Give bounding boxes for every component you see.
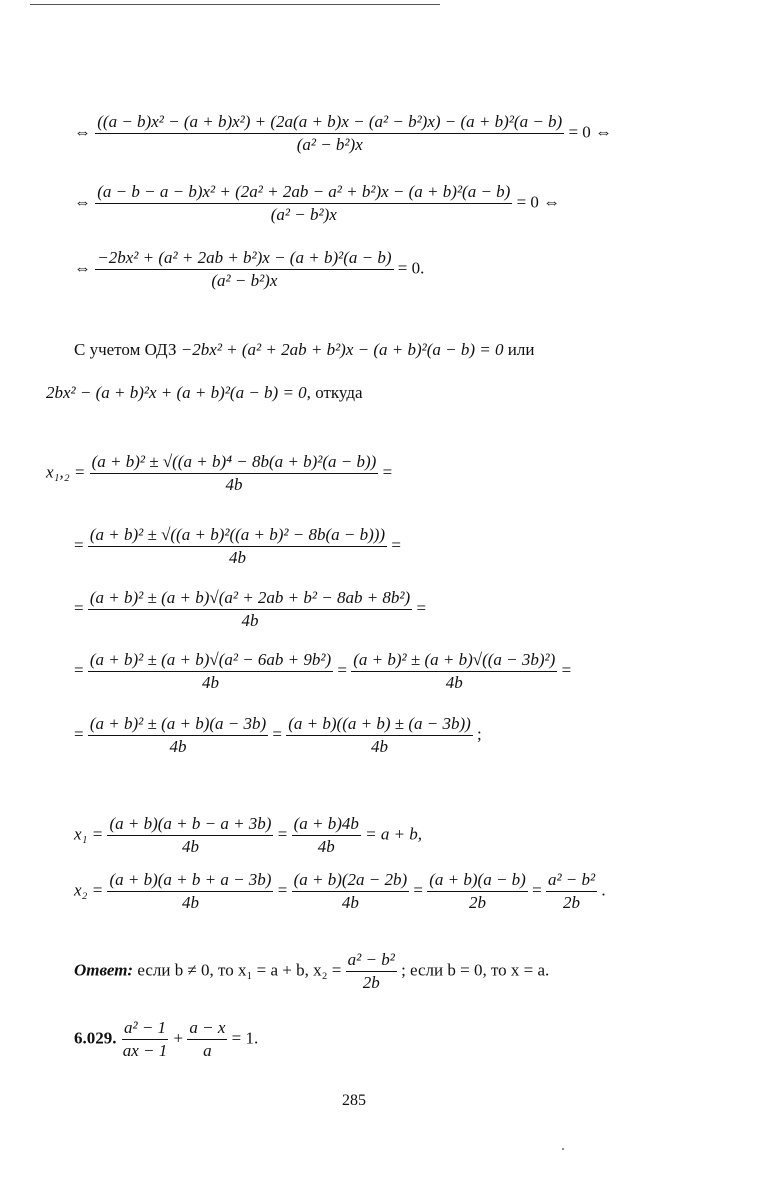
step-3-fraction: $\frac{\text{−2bx² + (a² + 2ab + b²)x − (a + b)²(a − b)}}{\text{(a² − b²)x}}$ [97,248,392,290]
x1-fraction-2: $\frac{(a + b)4b}{4b}$ [293,814,359,856]
roots-line-4: = $\frac{\text{(a + b)² ± (a + b)√(a² − 6ab + 9b²)}}{4b}$ = $\frac{\text{(a + b)² ± (a + b)√((a − 3b)²)}}{4b}$ = [74,650,572,692]
roots-fraction-4b: $\frac{\text{(a + b)² ± (a + b)√((a − 3b)²)}}{4b}$ [353,650,556,692]
step-2-fraction: $\frac{\text{(a − b − a − b)x² + (2a² + 2ab − a² + b²)x − (a + b)²(a − b)}}{\text{(a² − b²)x}}$ [97,182,511,224]
equation-step-3: ⇔ $\frac{\text{−2bx² + (a² + 2ab + b²)x − (a + b)²(a − b)}}{\text{(a² − b²)x}}$ = 0. [74,248,425,290]
roots-fraction-5b: $\frac{(a + b)((a + b) \pm (a - 3b))}{4b}$ [288,714,471,756]
problem-fraction-2: $\frac{a - x}{a}$ [189,1018,226,1060]
roots-line-3: = $\frac{\text{(a + b)² ± (a + b)√(a² + 2ab + b² − 8ab + 8b²)}}{4b}$ = [74,588,427,630]
quadratic-line: 2bx² − (a + b)²x + (a + b)²(a − b) = 0, откуда [46,383,363,402]
x2-fraction-4: $\frac{\text{a² − b²}}{2b}$ [547,870,596,912]
roots-fraction-2: $\frac{\text{(a + b)² ± √((a + b)²((a + b)² − 8b(a − b)))}}{4b}$ [89,525,386,567]
roots-line-1: x₁,₂ = $\frac{\text{(a + b)² ± √((a + b)⁴ − 8b(a + b)²(a − b))}}{4b}$ = [46,452,393,494]
problem-6-029: 6.029. $\frac{\text{a² − 1}}{ax - 1}$ + $\frac{a - x}{a}$ = 1. [74,1018,259,1060]
roots-fraction-1: $\frac{\text{(a + b)² ± √((a + b)⁴ − 8b(a + b)²(a − b))}}{4b}$ [91,452,377,494]
page-number: 285 [342,1092,366,1109]
x2-line: x₂ = $\frac{(a + b)(a + b + a - 3b)}{4b}$ = $\frac{(a + b)(2a - 2b)}{4b}$ = $\frac{(a + b)(a - b)}{2b}$ = $\frac{\text{a² − b²}}{2b}$ . [74,870,606,912]
problem-fraction-1: $\frac{\text{a² − 1}}{ax - 1}$ [122,1018,168,1060]
roots-line-2: = $\frac{\text{(a + b)² ± √((a + b)²((a + b)² − 8b(a − b)))}}{4b}$ = [74,525,401,567]
x2-fraction-2: $\frac{(a + b)(2a - 2b)}{4b}$ [293,870,408,912]
answer-fraction: $\frac{\text{a² − b²}}{2b}$ [347,950,395,992]
odz-line: С учетом ОДЗ −2bx² + (a² + 2ab + b²)x − (a + b)²(a − b) = 0 или [74,340,535,359]
x1-fraction-1: $\frac{(a + b)(a + b - a + 3b)}{4b}$ [109,814,272,856]
answer-line: Ответ: если b ≠ 0, то x₁ = a + b, x₂ = $\frac{\text{a² − b²}}{2b}$ ; если b = 0, то x = a. [74,950,550,992]
step-1-fraction: ((a − b)x² − (a + b)x²) + (2a(a + b)x − (a² − b²)x) − (a + b)²(a − b) (a² − b²)x [97,112,563,154]
equation-step-1: ⇔ ((a − b)x² − (a + b)x²) + (2a(a + b)x − (a² − b²)x) − (a + b)²(a − b) (a² − b²)x = 0 ⇔ [74,112,613,154]
x2-fraction-3: $\frac{(a + b)(a - b)}{2b}$ [429,870,526,912]
roots-line-5: = $\frac{\text{(a + b)² ± (a + b)(a − 3b)}}{4b}$ = $\frac{(a + b)((a + b) \pm (a - 3b))}{4b}$ ; [74,714,482,756]
roots-fraction-4a: $\frac{\text{(a + b)² ± (a + b)√(a² − 6ab + 9b²)}}{4b}$ [89,650,332,692]
equation-step-2: ⇔ $\frac{\text{(a − b − a − b)x² + (2a² + 2ab − a² + b²)x − (a + b)²(a − b)}}{\text{(a² − b²)x}}$ = 0 ⇔ [74,182,561,224]
scan-speck [562,1148,564,1150]
roots-fraction-5a: $\frac{\text{(a + b)² ± (a + b)(a − 3b)}}{4b}$ [89,714,267,756]
roots-fraction-3: $\frac{\text{(a + b)² ± (a + b)√(a² + 2ab + b² − 8ab + 8b²)}}{4b}$ [89,588,411,630]
scan-edge-line [30,4,440,5]
x1-line: x₁ = $\frac{(a + b)(a + b - a + 3b)}{4b}$ = $\frac{(a + b)4b}{4b}$ = a + b, [74,814,423,856]
x2-fraction-1: $\frac{(a + b)(a + b + a - 3b)}{4b}$ [109,870,272,912]
